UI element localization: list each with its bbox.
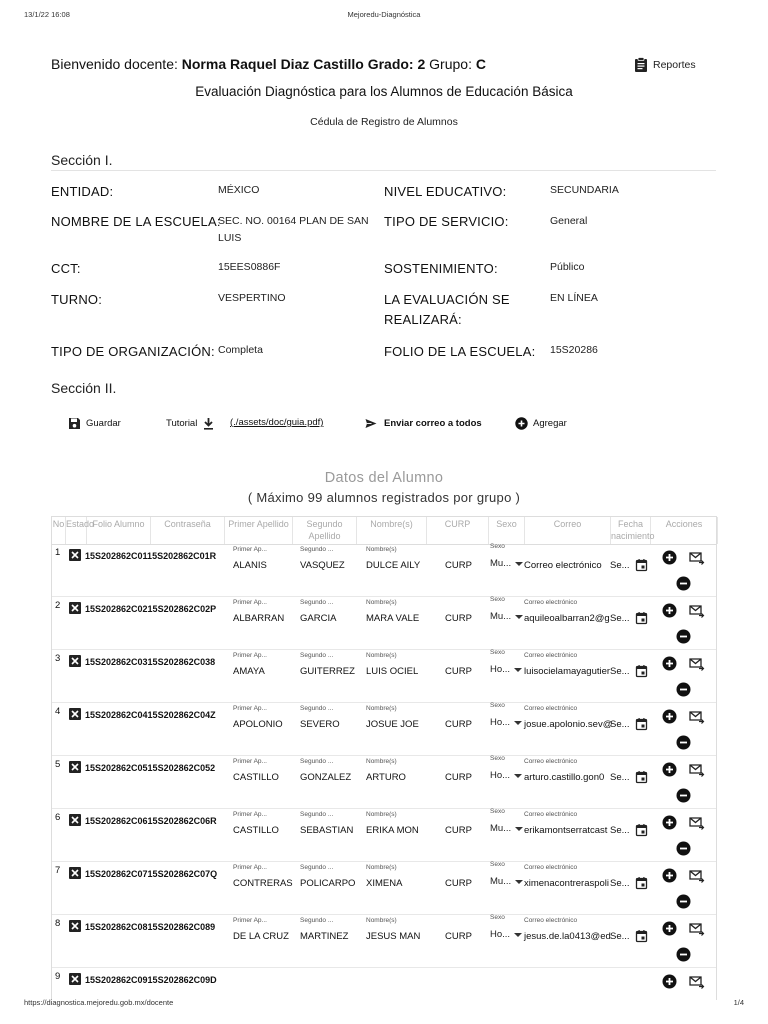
segundo-apellido-input[interactable]: POLICARPO [300, 878, 356, 889]
correo-input[interactable]: arturo.castillo.gon0 [524, 772, 605, 783]
entidad-label: ENTIDAD: [51, 184, 114, 199]
segundo-apellido-label: Segundo ... [300, 546, 334, 553]
add-circle-icon [662, 921, 677, 936]
add-row-button[interactable] [662, 603, 677, 618]
email-send-icon [689, 921, 704, 936]
row-number: 3 [55, 653, 61, 664]
calendar-icon[interactable] [636, 930, 647, 942]
fecha-nacimiento-input[interactable]: Se... [610, 931, 630, 942]
row-number: 2 [55, 600, 61, 611]
row-number: 7 [55, 865, 61, 876]
section-2-toolbar [66, 417, 708, 435]
email-send-icon [689, 550, 704, 565]
email-send-icon [689, 815, 704, 830]
segundo-apellido-input[interactable]: SEVERO [300, 719, 340, 730]
remove-row-button[interactable] [676, 947, 691, 962]
section-1-title: Sección I. [51, 152, 716, 171]
nombres-input[interactable]: XIMENA [366, 878, 403, 889]
correo-input[interactable]: erikamontserratcast [524, 825, 608, 836]
header-contrasena: Contraseña [151, 517, 225, 544]
agregar-button[interactable] [515, 417, 567, 430]
save-icon [68, 417, 81, 430]
servicio-value: General [550, 215, 588, 227]
primer-apellido-input[interactable]: CONTRERAS [233, 878, 293, 889]
print-title: Mejoredu-Diagnóstica [347, 10, 421, 19]
folio-contrasena-value: 15S202862C0115S202862C01R [85, 551, 217, 561]
sexo-select[interactable] [490, 876, 524, 887]
table-row [52, 915, 716, 968]
calendar-icon[interactable] [636, 612, 647, 624]
sexo-select[interactable] [490, 611, 524, 622]
header-segundo-apellido: Segundo Apellido [293, 517, 357, 544]
send-email-button[interactable] [689, 815, 704, 830]
agregar-label: Agregar [533, 418, 567, 429]
fecha-nacimiento-input[interactable]: Se... [610, 613, 630, 624]
correo-input[interactable]: josue.apolonio.sev@ [524, 719, 613, 730]
correo-label: Correo electrónico [524, 758, 578, 765]
add-row-button[interactable] [662, 550, 677, 565]
folio-contrasena-value: 15S202862C0915S202862C09D [85, 975, 217, 985]
fecha-nacimiento-input[interactable]: Se... [610, 666, 630, 677]
table-row [52, 650, 716, 703]
sexo-select[interactable] [490, 929, 524, 940]
primer-apellido-input[interactable]: AMAYA [233, 666, 265, 677]
remove-row-button[interactable] [676, 894, 691, 909]
email-send-icon [689, 868, 704, 883]
folio-contrasena-value: 15S202862C0815S202862C089 [85, 922, 216, 932]
header-folio: Folio Alumno [87, 517, 151, 544]
add-circle-icon [662, 868, 677, 883]
curp-input[interactable]: CURP [445, 666, 472, 677]
primer-apellido-input[interactable]: APOLONIO [233, 719, 283, 730]
estado-toggle[interactable] [69, 549, 81, 561]
guia-pdf-link[interactable] [230, 417, 323, 428]
send-email-button[interactable] [689, 603, 704, 618]
send-email-button[interactable] [689, 550, 704, 565]
close-box-icon [69, 920, 81, 932]
enviar-correo-todos-button[interactable] [363, 417, 482, 430]
correo-label: Correo electrónico [524, 599, 578, 606]
primer-apellido-input[interactable]: CASTILLO [233, 772, 279, 783]
close-box-icon [69, 761, 81, 773]
nombres-label: Nombre(s) [366, 864, 397, 871]
estado-toggle[interactable] [69, 814, 81, 826]
chevron-down-icon [515, 827, 523, 831]
fecha-nacimiento-input[interactable]: Se... [610, 825, 630, 836]
remove-circle-icon [676, 788, 691, 803]
curp-input[interactable]: CURP [445, 772, 472, 783]
sexo-select[interactable] [490, 717, 524, 728]
evaluacion-label-line1: LA EVALUACIÓN SE [384, 292, 510, 307]
correo-input[interactable]: ximenacontreraspoli [524, 878, 610, 889]
correo-input[interactable]: luisocielamayagutier [524, 666, 611, 677]
estado-toggle[interactable] [69, 655, 81, 667]
nombres-input[interactable]: ARTURO [366, 772, 406, 783]
calendar-icon[interactable] [636, 718, 647, 730]
add-row-button[interactable] [662, 656, 677, 671]
correo-input[interactable]: aquileoalbarran2@g [524, 613, 610, 624]
segundo-apellido-input[interactable]: GONZALEZ [300, 772, 352, 783]
organizacion-label: TIPO DE ORGANIZACIÓN: [51, 344, 215, 359]
sexo-label: Sexo [490, 755, 505, 762]
folio-contrasena-value: 15S202862C0615S202862C06R [85, 816, 217, 826]
close-box-icon [69, 655, 81, 667]
primer-apellido-input[interactable]: ALBARRAN [233, 613, 285, 624]
segundo-apellido-label: Segundo ... [300, 599, 334, 606]
folio-escuela-label: FOLIO DE LA ESCUELA: [384, 344, 536, 359]
sexo-value: Mu... [490, 611, 512, 622]
remove-row-button[interactable] [676, 629, 691, 644]
evaluacion-value: EN LÍNEA [550, 292, 598, 304]
folio-contrasena-value: 15S202862C0515S202862C052 [85, 763, 216, 773]
send-email-button[interactable] [689, 974, 704, 989]
enviar-label: Enviar correo a todos [384, 418, 482, 429]
segundo-apellido-input[interactable]: MARTINEZ [300, 931, 349, 942]
primer-apellido-label: Primer Ap... [233, 811, 267, 818]
escuela-label: NOMBRE DE LA ESCUELA: [51, 214, 221, 229]
print-footer [24, 998, 744, 1010]
teacher-name: Norma Raquel Diaz Castillo [181, 56, 364, 72]
remove-circle-icon [676, 629, 691, 644]
row-number: 8 [55, 918, 61, 929]
close-box-icon [69, 549, 81, 561]
correo-label: Correo electrónico [524, 811, 578, 818]
guardar-label: Guardar [86, 418, 121, 429]
add-row-button[interactable] [662, 974, 677, 989]
add-row-button[interactable] [662, 815, 677, 830]
nivel-value: SECUNDARIA [550, 184, 619, 196]
correo-label: Correo electrónico [524, 705, 578, 712]
primer-apellido-input[interactable]: DE LA CRUZ [233, 931, 289, 942]
header-sexo: Sexo [489, 517, 525, 544]
chevron-down-icon [515, 615, 523, 619]
sexo-label: Sexo [490, 649, 505, 656]
segundo-apellido-label: Segundo ... [300, 811, 334, 818]
row-number: 1 [55, 547, 61, 558]
segundo-apellido-label: Segundo ... [300, 864, 334, 871]
nombres-input[interactable]: JOSUE JOE [366, 719, 419, 730]
table-row [52, 756, 716, 809]
segundo-apellido-label: Segundo ... [300, 652, 334, 659]
table-row [52, 703, 716, 756]
send-email-button[interactable] [689, 921, 704, 936]
nombres-label: Nombre(s) [366, 546, 397, 553]
segundo-apellido-input[interactable]: SEBASTIAN [300, 825, 354, 836]
estado-toggle[interactable] [69, 920, 81, 932]
send-email-button[interactable] [689, 709, 704, 724]
datos-alumno-title: Datos del Alumno [324, 470, 444, 486]
calendar-icon[interactable] [636, 824, 647, 836]
email-send-icon [689, 762, 704, 777]
cct-value: 15EES0886F [218, 261, 281, 273]
evaluacion-label-line2: REALIZARÁ: [384, 312, 462, 327]
primer-apellido-label: Primer Ap... [233, 546, 267, 553]
primer-apellido-label: Primer Ap... [233, 599, 267, 606]
folio-contrasena-value: 15S202862C0215S202862C02P [85, 604, 217, 614]
primer-apellido-label: Primer Ap... [233, 705, 267, 712]
add-row-button[interactable] [662, 868, 677, 883]
add-row-button[interactable] [662, 921, 677, 936]
segundo-apellido-input[interactable]: VASQUEZ [300, 560, 345, 571]
curp-input[interactable]: CURP [445, 931, 472, 942]
tutorial-label: Tutorial [166, 418, 198, 429]
entidad-value: MÉXICO [218, 184, 260, 196]
primer-apellido-input[interactable]: ALANIS [233, 560, 267, 571]
segundo-apellido-label: Segundo ... [300, 758, 334, 765]
folio-contrasena-value: 15S202862C0415S202862C04Z [85, 710, 216, 720]
table-row [52, 809, 716, 862]
table-row [52, 544, 716, 597]
sexo-label: Sexo [490, 861, 505, 868]
sexo-label: Sexo [490, 914, 505, 921]
add-circle-icon [662, 656, 677, 671]
add-circle-icon [662, 815, 677, 830]
remove-row-button[interactable] [676, 788, 691, 803]
segundo-apellido-input[interactable]: GUITERREZ [300, 666, 355, 677]
calendar-icon[interactable] [636, 559, 647, 571]
nombres-label: Nombre(s) [366, 811, 397, 818]
sexo-value: Mu... [490, 876, 512, 887]
close-box-icon [69, 973, 81, 985]
print-datetime: 13/1/22 16:08 [24, 10, 70, 19]
main-title: Evaluación Diagnóstica para los Alumnos de Educación Básica [195, 84, 573, 99]
header-primer-apellido: Primer Apellido [225, 517, 293, 544]
nombres-label: Nombre(s) [366, 705, 397, 712]
nombres-label: Nombre(s) [366, 652, 397, 659]
add-circle-icon [662, 709, 677, 724]
curp-input[interactable]: CURP [445, 878, 472, 889]
download-icon [202, 417, 215, 430]
reportes-button[interactable] [634, 57, 696, 72]
turno-value: VESPERTINO [218, 292, 286, 304]
segundo-apellido-label: Segundo ... [300, 705, 334, 712]
sexo-value: Ho... [490, 664, 511, 675]
nivel-label: NIVEL EDUCATIVO: [384, 184, 507, 199]
header-curp: CURP [427, 517, 489, 544]
calendar-icon[interactable] [636, 877, 647, 889]
sostenimiento-label: SOSTENIMIENTO: [384, 261, 498, 276]
correo-label: Correo electrónico [524, 652, 578, 659]
reportes-label: Reportes [653, 58, 696, 71]
fecha-nacimiento-input[interactable]: Se... [610, 719, 630, 730]
close-box-icon [69, 867, 81, 879]
primer-apellido-label: Primer Ap... [233, 758, 267, 765]
datos-alumno-subtitle: ( Máximo 99 alumnos registrados por grupo ) [247, 490, 521, 505]
sexo-select[interactable] [490, 770, 524, 781]
chevron-down-icon [514, 721, 522, 725]
sexo-label: Sexo [490, 543, 505, 550]
print-header [24, 10, 744, 22]
remove-circle-icon [676, 947, 691, 962]
nombres-input[interactable]: ERIKA MON [366, 825, 419, 836]
curp-input[interactable]: CURP [445, 613, 472, 624]
tutorial-button[interactable] [166, 417, 215, 430]
remove-circle-icon [676, 841, 691, 856]
grado-label: Grado: [367, 56, 414, 72]
sexo-label: Sexo [490, 702, 505, 709]
estado-toggle[interactable] [69, 602, 81, 614]
guardar-button[interactable] [68, 417, 121, 430]
close-box-icon [69, 814, 81, 826]
email-send-icon [689, 974, 704, 989]
chevron-down-icon [515, 562, 523, 566]
estado-toggle[interactable] [69, 867, 81, 879]
estado-toggle[interactable] [69, 973, 81, 985]
nombres-label: Nombre(s) [366, 917, 397, 924]
escuela-value-line2: LUIS [218, 232, 242, 244]
chevron-down-icon [514, 933, 522, 937]
grado-value: 2 [417, 56, 426, 72]
sexo-value: Ho... [490, 929, 511, 940]
guia-link-text: (./assets/doc/guia.pdf) [230, 417, 324, 428]
add-circle-icon [662, 603, 677, 618]
correo-label: Correo electrónico [524, 864, 578, 871]
sub-title: Cédula de Registro de Alumnos [310, 116, 458, 128]
welcome-line [51, 56, 486, 72]
chevron-down-icon [514, 668, 522, 672]
nombres-input[interactable]: MARA VALE [366, 613, 420, 624]
sexo-label: Sexo [490, 596, 505, 603]
add-row-button[interactable] [662, 762, 677, 777]
header-fecha: Fecha nacimiento [611, 517, 651, 544]
header-estado: Estado [66, 517, 87, 544]
primer-apellido-label: Primer Ap... [233, 652, 267, 659]
nombres-input[interactable]: JESUS MAN [366, 931, 421, 942]
chevron-down-icon [515, 880, 523, 884]
email-send-icon [689, 656, 704, 671]
curp-input[interactable]: CURP [445, 560, 472, 571]
estado-toggle[interactable] [69, 708, 81, 720]
folio-escuela-value: 15S20286 [550, 344, 598, 356]
print-url: https://diagnostica.mejoredu.gob.mx/docente [24, 998, 174, 1007]
calendar-icon[interactable] [636, 771, 647, 783]
grupo-value: C [475, 56, 486, 72]
nombres-input[interactable]: LUIS OCIEL [366, 666, 419, 677]
servicio-label: TIPO DE SERVICIO: [384, 214, 509, 229]
folio-contrasena-value: 15S202862C0715S202862C07Q [85, 869, 218, 879]
organizacion-value: Completa [218, 344, 263, 356]
row-number: 4 [55, 706, 61, 717]
turno-label: TURNO: [51, 292, 103, 307]
remove-row-button[interactable] [676, 735, 691, 750]
clipboard-icon [634, 57, 648, 72]
close-box-icon [69, 602, 81, 614]
email-send-icon [689, 603, 704, 618]
send-email-button[interactable] [689, 762, 704, 777]
header-nombres: Nombre(s) [357, 517, 427, 544]
escuela-value-line1: SEC. NO. 00164 PLAN DE SAN [218, 215, 369, 227]
sexo-value: Mu... [490, 823, 512, 834]
chevron-down-icon [514, 774, 522, 778]
email-send-icon [689, 709, 704, 724]
sexo-select[interactable] [490, 823, 524, 834]
table-row [52, 968, 716, 1021]
primer-apellido-label: Primer Ap... [233, 864, 267, 871]
cct-label: CCT: [51, 261, 81, 276]
primer-apellido-label: Primer Ap... [233, 917, 267, 924]
send-email-button[interactable] [689, 868, 704, 883]
welcome-prefix: Bienvenido docente: [51, 56, 178, 72]
sexo-value: Mu... [490, 558, 512, 569]
row-number: 9 [55, 971, 61, 982]
fecha-nacimiento-input[interactable]: Se... [610, 560, 630, 571]
remove-row-button[interactable] [676, 576, 691, 591]
curp-input[interactable]: CURP [445, 719, 472, 730]
nombres-label: Nombre(s) [366, 758, 397, 765]
remove-row-button[interactable] [676, 841, 691, 856]
sexo-select[interactable] [490, 664, 524, 675]
grupo-label: Grupo: [429, 56, 472, 72]
calendar-icon[interactable] [636, 665, 647, 677]
nombres-input[interactable]: DULCE AILY [366, 560, 421, 571]
header-acciones: Acciones [651, 517, 718, 544]
curp-input[interactable]: CURP [445, 825, 472, 836]
remove-circle-icon [676, 682, 691, 697]
add-circle-icon [662, 974, 677, 989]
table-row [52, 597, 716, 650]
sostenimiento-value: Público [550, 261, 585, 273]
segundo-apellido-input[interactable]: GARCIA [300, 613, 337, 624]
row-number: 5 [55, 759, 61, 770]
primer-apellido-input[interactable]: CASTILLO [233, 825, 279, 836]
folio-contrasena-value: 15S202862C0315S202862C038 [85, 657, 216, 667]
add-circle-icon [662, 550, 677, 565]
estado-toggle[interactable] [69, 761, 81, 773]
remove-circle-icon [676, 735, 691, 750]
table-row [52, 862, 716, 915]
segundo-apellido-label: Segundo ... [300, 917, 334, 924]
sexo-value: Ho... [490, 770, 511, 781]
fecha-nacimiento-input[interactable]: Se... [610, 772, 630, 783]
remove-row-button[interactable] [676, 682, 691, 697]
sexo-value: Ho... [490, 717, 511, 728]
correo-label: Correo electrónico [524, 917, 578, 924]
fecha-nacimiento-input[interactable]: Se... [610, 878, 630, 889]
add-circle-icon [662, 762, 677, 777]
sexo-select[interactable] [490, 558, 524, 569]
close-box-icon [69, 708, 81, 720]
remove-circle-icon [676, 576, 691, 591]
row-number: 6 [55, 812, 61, 823]
send-icon [363, 417, 379, 430]
header-no: No [52, 517, 66, 544]
add-circle-icon [515, 417, 528, 430]
sexo-label: Sexo [490, 808, 505, 815]
print-page-number: 1/4 [733, 998, 744, 1007]
correo-input[interactable]: Correo electrónico [524, 560, 602, 571]
section-2-title: Sección II. [51, 380, 117, 396]
add-row-button[interactable] [662, 709, 677, 724]
students-table [51, 516, 717, 1000]
send-email-button[interactable] [689, 656, 704, 671]
remove-circle-icon [676, 894, 691, 909]
header-correo: Correo [525, 517, 611, 544]
nombres-label: Nombre(s) [366, 599, 397, 606]
correo-input[interactable]: jesus.de.la0413@ed [524, 931, 611, 942]
